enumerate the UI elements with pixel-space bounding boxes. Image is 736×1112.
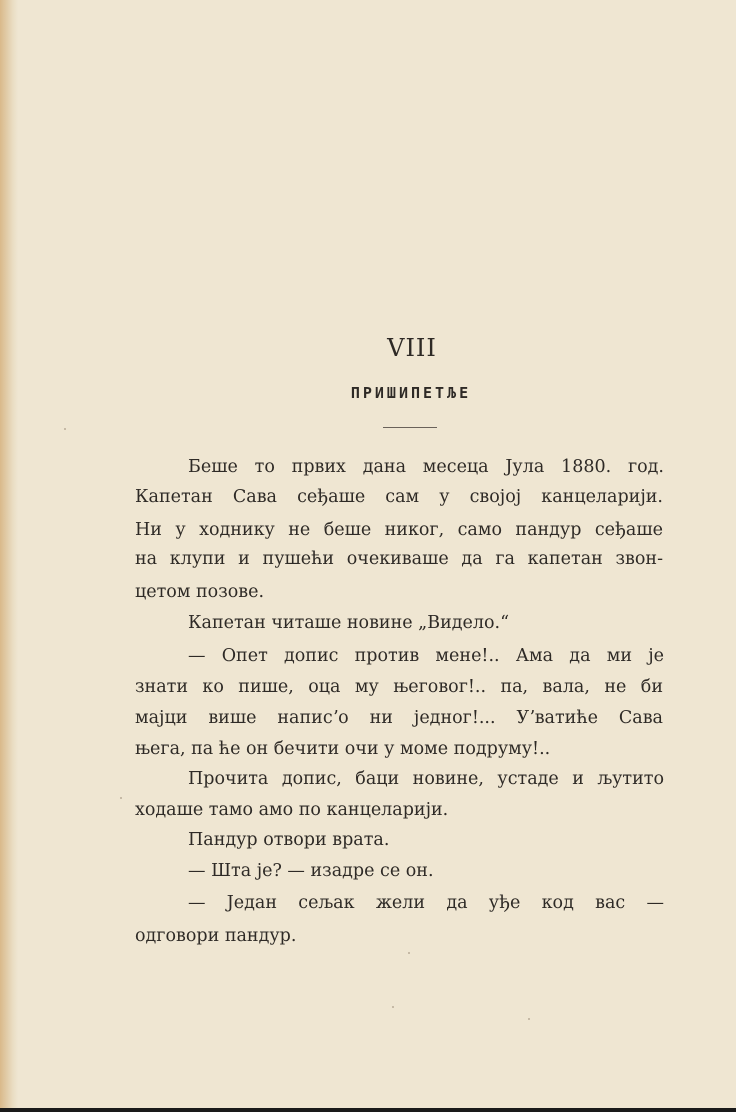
paper-speck <box>392 1006 394 1008</box>
title-divider <box>383 427 437 428</box>
paper-speck <box>64 428 66 430</box>
text-line: одговори пандур. <box>135 926 297 946</box>
text-line: Капетан Сава сеђаше сам у својој канцеларији. <box>135 487 663 507</box>
text-line: цетом позове. <box>135 582 265 602</box>
paper-speck <box>408 952 410 954</box>
text-line: на клупи и пушећи очекиваше да га капетан звон- <box>135 549 663 569</box>
text-line: Капетан читаше новине „Видело.“ <box>188 613 510 633</box>
text-line: мајци више написʼо ни једног!... Уʼватиће Сава <box>135 708 663 728</box>
text-line: Беше то првих дана месеца Јула 1880. год. <box>188 457 664 477</box>
text-line: — Опет допис против мене!.. Ама да ми је <box>188 646 664 666</box>
text-line: Прочита допис, баци новине, устаде и љутито <box>188 769 664 789</box>
page-bottom-border <box>0 1108 736 1112</box>
paper-speck <box>120 797 122 799</box>
text-line: — Један сељак жели да уђе код вас — <box>188 893 664 913</box>
chapter-number: VIII <box>387 334 437 362</box>
text-line: ходаше тамо амо по канцеларији. <box>135 800 449 820</box>
chapter-title: ПРИШИПЕТЉЕ <box>350 384 472 402</box>
page-binding-shadow <box>0 0 18 1112</box>
text-line: — Шта је? — изадре се он. <box>188 861 434 881</box>
text-line: Ни у ходнику не беше никог, само пандур сеђаше <box>135 520 663 540</box>
text-line: њега, па ће он бечити очи у моме подруму!.. <box>135 739 551 759</box>
text-line: знати ко пише, оца му његовог!.. па, вала, не би <box>135 677 663 697</box>
text-line: Пандур отвори врата. <box>188 830 390 850</box>
paper-speck <box>528 1018 530 1020</box>
